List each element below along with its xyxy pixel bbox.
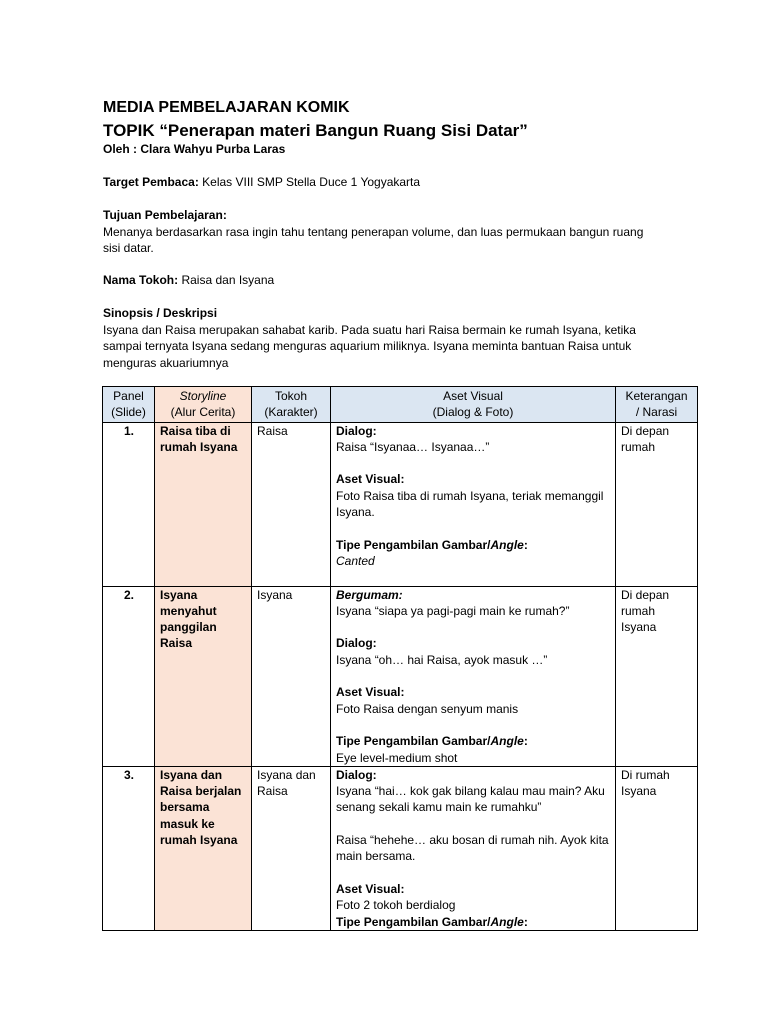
tokoh-cell: Raisa — [252, 422, 331, 586]
storyline-cell: Isyana dan Raisa berjalan bersama masuk ke rumah Isyana — [155, 766, 252, 930]
target-reader — [103, 174, 663, 191]
aset-visual-cell: Dialog: Raisa “Isyanaa… Isyanaa…” Aset Visual: Foto Raisa tiba di rumah Isyana, teriak memanggil Isyana. Tipe Pengambilan Gambar/Angle: Canted — [331, 422, 616, 586]
storyline-cell: Isyana menyahut panggilan Raisa — [155, 586, 252, 766]
character-label: Nama Tokoh: — [103, 273, 179, 287]
document-topic: TOPIK “Penerapan materi Bangun Ruang Sisi Datar” — [103, 121, 528, 140]
storyboard-table — [102, 386, 698, 931]
target-value: Kelas VIII SMP Stella Duce 1 Yogyakarta — [198, 175, 421, 189]
header-keterangan: Keterangan / Narasi — [616, 387, 698, 423]
panel-number: 3. — [103, 766, 155, 930]
aset-visual-cell: Dialog: Isyana “hai… kok gak bilang kalau mau main? Aku senang sekali kamu main ke rumahku” Raisa “hehehe… aku bosan di rumah nih. Ayok kita main bersama. Aset Visual: Foto 2 tokoh berdialog Tipe Pengambilan Gambar/Angle: — [331, 766, 616, 930]
header-storyline: Storyline (Alur Cerita) — [155, 387, 252, 423]
storyline-cell: Raisa tiba di rumah Isyana — [155, 422, 252, 586]
aset-visual-cell: Bergumam: Isyana “siapa ya pagi-pagi main ke rumah?” Dialog: Isyana “oh… hai Raisa, ayok masuk …” Aset Visual: Foto Raisa dengan senyum manis Tipe Pengambilan Gambar/Angle: Eye level-medium shot — [331, 586, 616, 766]
table-row — [103, 422, 698, 586]
goal-label: Tujuan Pembelajaran: — [103, 208, 227, 222]
panel-number: 1. — [103, 422, 155, 586]
tokoh-cell: Isyana dan Raisa — [252, 766, 331, 930]
synopsis-label: Sinopsis / Deskripsi — [103, 306, 218, 320]
character-value: Raisa dan Isyana — [178, 273, 275, 287]
document-author: Oleh : Clara Wahyu Purba Laras — [103, 142, 286, 156]
keterangan-cell: Di depan rumah Isyana — [616, 586, 698, 766]
table-row — [103, 586, 698, 766]
header-tokoh: Tokoh (Karakter) — [252, 387, 331, 423]
table-row — [103, 766, 698, 930]
goal-text: Menanya berdasarkan rasa ingin tahu tentang penerapan volume, dan luas permukaan bangun ruang sisi datar. — [103, 224, 644, 255]
synopsis — [103, 305, 671, 371]
synopsis-text: Isyana dan Raisa merupakan sahabat karib. Pada suatu hari Raisa bermain ke rumah Isyana, ketika sampai ternyata Isyana sedang menguras aquarium miliknya. Isyana meminta bantuan Raisa untuk menguras akuariumnya — [103, 322, 636, 370]
table-header-row — [103, 387, 698, 423]
learning-goal — [103, 207, 658, 257]
panel-number: 2. — [103, 586, 155, 766]
header-aset-visual: Aset Visual (Dialog & Foto) — [331, 387, 616, 423]
document-title: MEDIA PEMBELAJARAN KOMIK — [103, 99, 350, 116]
keterangan-cell: Di rumah Isyana — [616, 766, 698, 930]
character-names — [103, 272, 663, 289]
header-panel: Panel (Slide) — [103, 387, 155, 423]
target-label: Target Pembaca: — [103, 175, 199, 189]
tokoh-cell: Isyana — [252, 586, 331, 766]
keterangan-cell: Di depan rumah — [616, 422, 698, 586]
